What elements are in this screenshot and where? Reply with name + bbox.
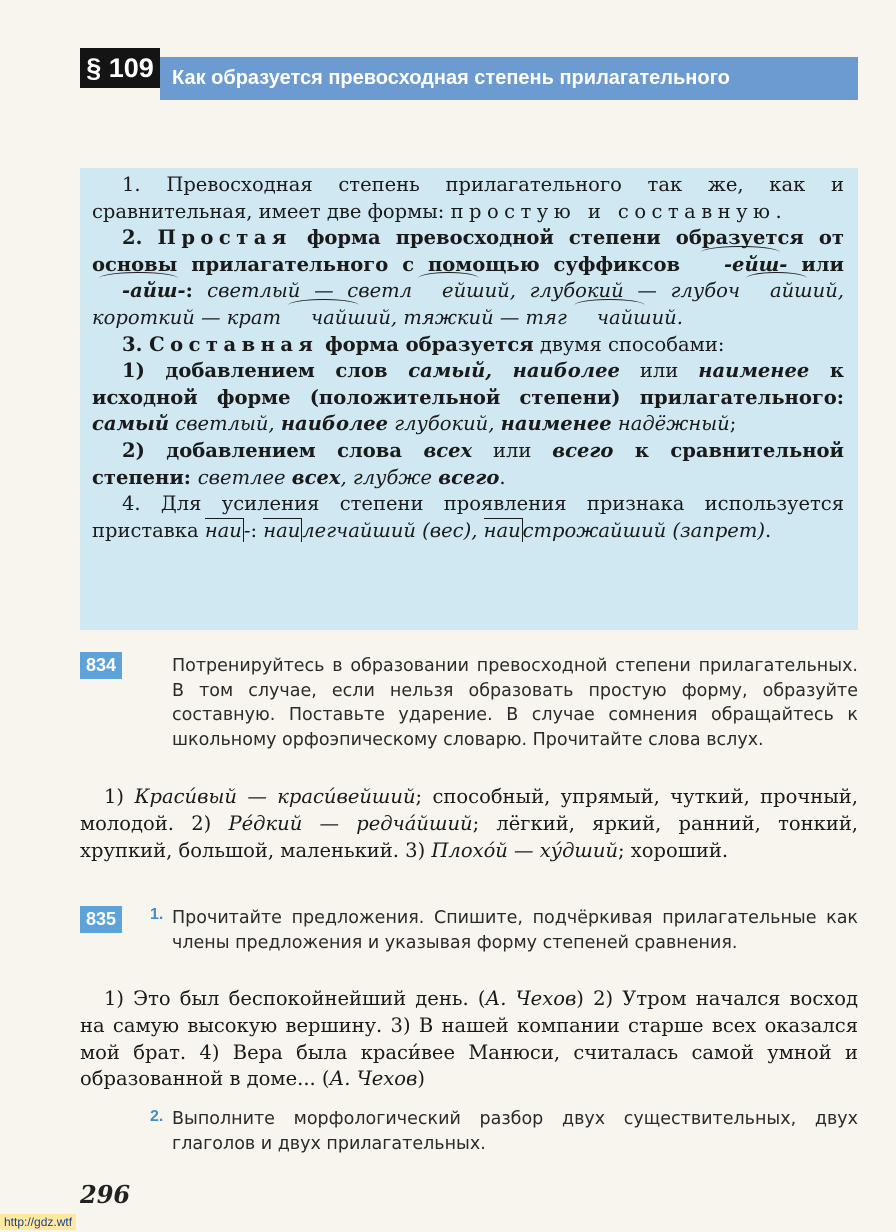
exercise-835-number: 835 <box>80 906 122 933</box>
suffix-eish: -ейш- <box>694 252 787 279</box>
rule-point-1: 1. Превосходная степень прилагательного так же, как и сравнительная, имеет две формы: простую и составную. <box>92 173 844 223</box>
page-number: 296 <box>80 1180 131 1209</box>
watermark-link[interactable]: http://gdz.wtf <box>0 1214 76 1230</box>
exercise-835-task-2: Выполните морфологический разбор двух существительных, двух глаголов и двух прилагательных. <box>172 1109 858 1154</box>
rule-point-2: 2. Простая форма превосходной степени образуется от основы прилагательного с помощью суффиксов -ейш- или -айш-: светлый — светл ейший, глубокий — глубоч айший, короткий — крат чайший, тяжкий — тяг чайший. <box>92 225 844 331</box>
rule-point-3-1: 1) добавлением слов самый, наиболее или наименее к исходной форме (положительной степени) прилагательного: самый светлый, наиболее глубокий, наименее надёжный; <box>92 359 844 436</box>
exercise-834-number: 834 <box>80 652 122 679</box>
section-header <box>80 48 858 100</box>
exercise-835-task-1: Прочитайте предложения. Спишите, подчёркивая прилагательные как члены предложения и указывая форму степеней сравнения. <box>172 908 858 953</box>
rule-point-3-2: 2) добавлением слова всех или всего к сравнительной степени: светлее всех, глубже всего. <box>92 438 845 489</box>
section-number: § 109 <box>80 48 160 88</box>
rule-point-4: 4. Для усиления степени проявления признака используется приставка наи -: наи легчайший (вес), наи строжайший (запрет). <box>92 492 844 542</box>
exercise-834-task: Потренируйтесь в образовании превосходной степени прилагательных. В том случае, если нельзя образовать простую форму, образуйте составную. Поставьте ударение. В случае сомнения обращайтесь к школьному орфоэпическому словарю. Прочитайте слова вслух. <box>172 656 858 750</box>
exercise-835-sub-2: 2. <box>150 1108 164 1125</box>
rule-text <box>92 172 844 544</box>
exercise-835-sub-1: 1. <box>150 906 164 923</box>
exercise-834-body: 1) Краси́вый — краси́вейший; способный, упрямый, чуткий, прочный, молодой. 2) Ре́дкий — редча́йший; лёгкий, яркий, ранний, тонкий, хрупкий, большой, маленький. 3) Плохо́й — ху́дший; хороший. <box>80 785 859 862</box>
suffix-aish: -айш- <box>92 278 186 305</box>
exercise-835-body: 1) Это был беспокойнейший день. (А. Чехов) 2) Утром начался восход на самую высокую вершину. 3) В нашей компании старше всех оказался мой брат. 4) Вера была краси́вее Манюси, считалась самой умной и образованной в доме... (А. Чехов) <box>80 987 858 1091</box>
section-title: Как образуется превосходная степень прилагательного <box>160 57 858 100</box>
prefix-nai: наи <box>204 518 242 542</box>
rule-point-3: 3. Составная форма образуется двумя способами: <box>122 332 725 356</box>
